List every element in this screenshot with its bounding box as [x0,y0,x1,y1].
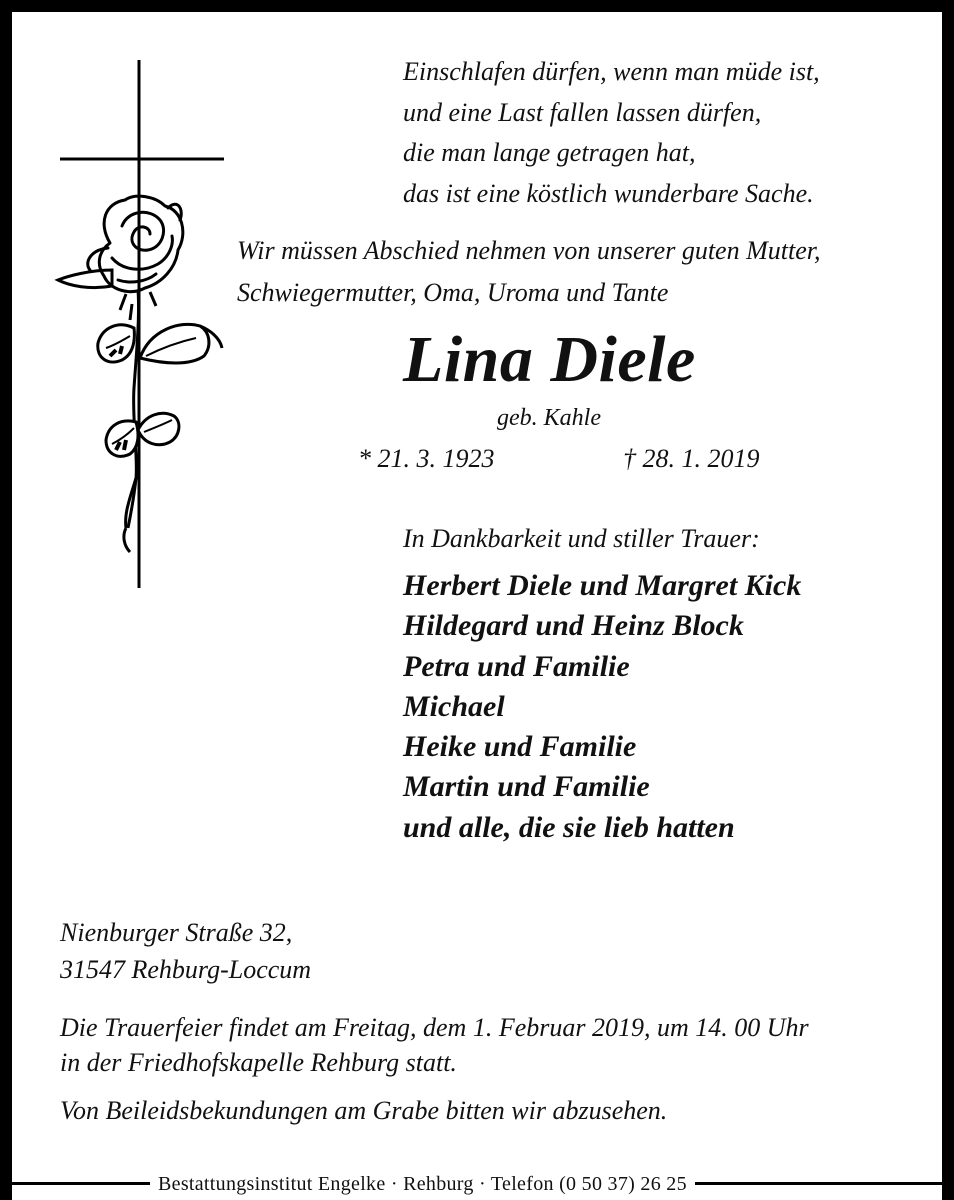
family-member: Petra und Familie [403,649,630,683]
ceremony-notice [60,1010,809,1080]
farewell-line: Wir müssen Abschied nehmen von unserer guten Mutter, [237,236,821,265]
family-member: und alle, die sie lieb hatten [403,810,735,844]
family-member: Hildegard und Heinz Block [403,609,744,643]
ceremony-line: in der Friedhofskapelle Rehburg statt. [60,1048,457,1077]
family-member: Herbert Diele und Margret Kick [403,569,802,602]
address-city: 31547 Rehburg-Loccum [60,955,312,984]
family-member: Martin und Familie [403,770,650,804]
address-block [60,914,311,988]
poem-verse [403,52,820,214]
deceased-name: Lina Diele [403,323,696,396]
poem-line: das ist eine köstlich wunderbare Sache. [403,178,814,208]
poem-line: und eine Last fallen lassen dürfen, [403,97,762,127]
poem-line: Einschlafen dürfen, wenn man müde ist, [403,57,820,86]
cross-with-rose-icon [50,58,240,598]
family-member: Heike und Familie [403,730,637,764]
footer-funeral-home: Bestattungsinstitut Engelke · Rehburg · Telefon (0 50 37) 26 25 [150,1170,695,1198]
poem-line: die man lange getragen hat, [403,138,696,167]
family-member: Michael [403,689,505,723]
birth-date: * 21. 3. 1923 [358,444,495,473]
mourning-intro: In Dankbarkeit und stiller Trauer: [403,524,760,553]
condolences-note: Von Beileidsbekundungen am Grabe bitten wir abzusehen. [60,1096,668,1125]
death-date: † 28. 1. 2019 [623,444,760,473]
birth-name: geb. Kahle [497,405,601,431]
family-list [403,566,801,848]
farewell-line: Schwiegermutter, Oma, Uroma und Tante [237,278,669,307]
farewell-text [237,230,820,314]
ceremony-line: Die Trauerfeier findet am Freitag, dem 1. Februar 2019, um 14. 00 Uhr [60,1013,809,1042]
address-street: Nienburger Straße 32, [60,918,293,947]
